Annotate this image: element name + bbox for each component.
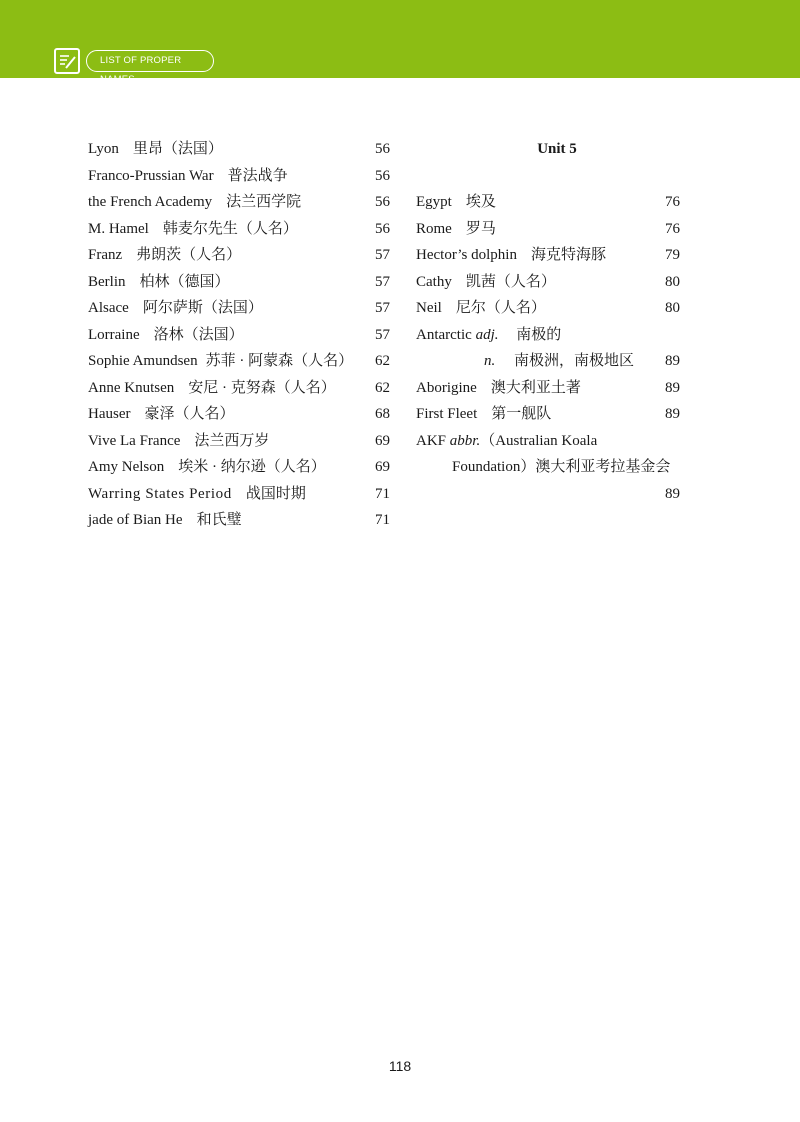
left-column [88, 136, 390, 534]
list-item: Warring States Period 战国时期 71 [88, 485, 390, 502]
page-number: 118 [388, 1058, 412, 1074]
list-item: M. Hamel 韩麦尔先生（人名） 56 [88, 220, 390, 237]
list-item-akf-page: 89 [665, 485, 680, 502]
list-item: Alsace 阿尔萨斯（法国） 57 [88, 300, 390, 316]
list-item: Lorraine 洛林（法国） 57 [88, 326, 390, 343]
list-item: Aborigine 澳大利亚土著 89 [416, 379, 680, 396]
list-item: Hector’s dolphin 海克特海豚 79 [416, 247, 680, 263]
list-item: Sophie Amundsen 苏菲 · 阿蒙森（人名） 62 [88, 353, 390, 369]
list-item: Rome 罗马 76 [416, 220, 680, 237]
list-item: Anne Knutsen 安尼 · 克努森（人名） 62 [88, 379, 390, 396]
list-item: Egypt 埃及 76 [416, 194, 680, 210]
list-item: Amy Nelson 埃米 · 纳尔逊（人名） 69 [88, 459, 390, 475]
unit-title: Unit 5 [537, 141, 577, 157]
list-item: Vive La France 法兰西万岁 69 [88, 432, 390, 449]
list-item: Franco-Prussian War 普法战争 56 [88, 167, 390, 184]
list-item: Cathy 凯茜（人名） 80 [416, 273, 680, 290]
list-item: Lyon 里昂（法国） 56 [88, 141, 390, 157]
list-item: Neil 尼尔（人名） 80 [416, 300, 680, 316]
list-item: First Fleet 第一舰队 89 [416, 406, 680, 422]
section-label: LIST OF PROPER NAMES [86, 50, 214, 72]
list-item-antarctic: Antarctic adj. 南极的 [416, 326, 562, 343]
list-item: Hauser 豪泽（人名） 68 [88, 406, 390, 422]
list-item: Franz 弗朗茨（人名） 57 [88, 247, 390, 263]
list-item-akf-cont: Foundation）澳大利亚考拉基金会 [452, 459, 671, 475]
note-edit-icon [54, 48, 80, 74]
right-column [416, 136, 680, 507]
list-item: Berlin 柏林（德国） 57 [88, 273, 390, 290]
list-item-akf: AKF abbr.（Australian Koala [416, 432, 598, 449]
list-item: jade of Bian He 和氏璧 71 [88, 512, 390, 528]
list-item-antarctic-cont: n. 南极洲，南极地区 89 [484, 353, 680, 369]
list-item: the French Academy 法兰西学院 56 [88, 194, 390, 210]
